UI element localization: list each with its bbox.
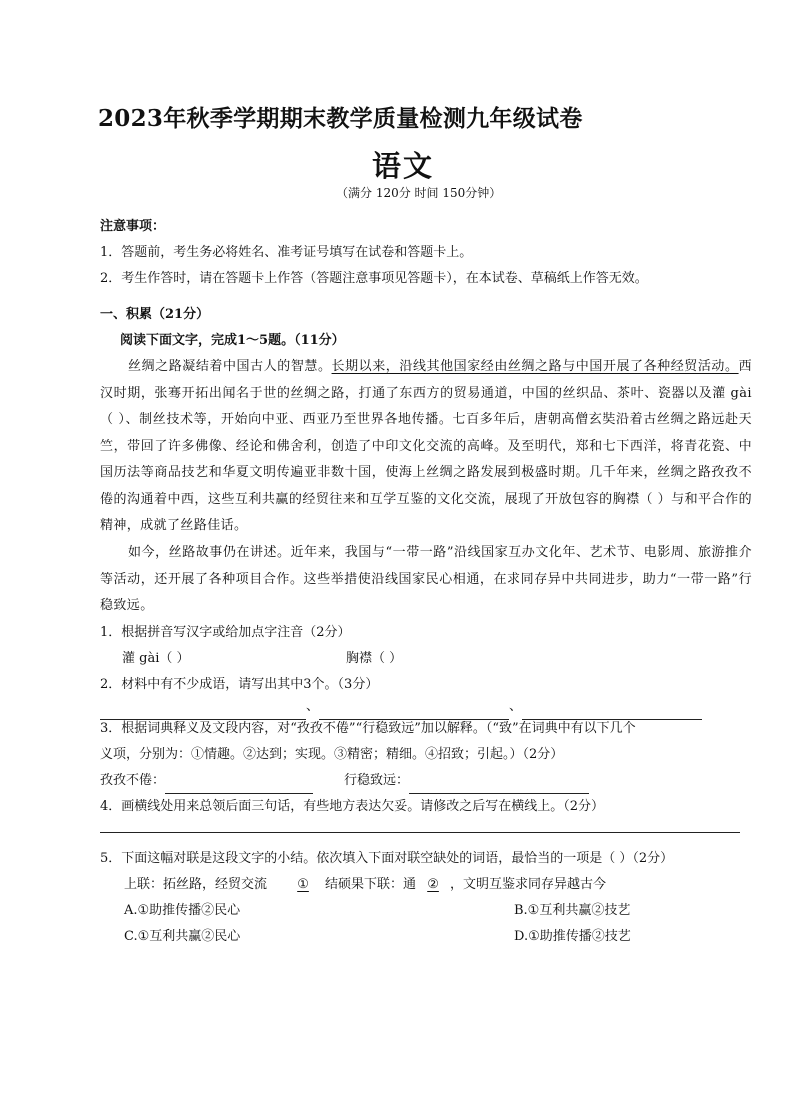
option-b[interactable]: B.①互利共赢②技艺 [514,903,631,918]
answer-label: 孜孜不倦： [100,773,166,788]
subject-title: 语文 [372,149,435,183]
question-1: 1．根据拼音写汉字或给加点字注音（2分） [100,625,351,640]
question-1-item-b: 胸襟（ ） [346,651,403,666]
question-3-line-1: 3．根据词典释义及文段内容，对“孜孜不倦”“行稳致远”加以解释。（“致”在词典中有以下几个 [100,721,636,736]
separator: 、 [306,699,320,714]
passage-paragraph-1 [100,354,752,540]
option-d[interactable]: D.①助推传播②技艺 [514,929,631,944]
answer-blank[interactable] [165,779,313,794]
question-4: 4．画横线处用来总领后面三句话，有些地方表达欠妥。请修改之后写在横线上。（2分） [100,799,605,814]
exam-title: 2023年秋季学期期末教学质量检测九年级试卷 [98,105,583,132]
answer-blank[interactable] [409,779,589,794]
passage-paragraph-2: 如今，丝路故事仍在讲述。近年来，我国与“一带一路”沿线国家互办文化年、艺术节、电影周、旅游推介等活动，还开展了各种项目合作。这些举措使沿线国家民心相通，在求同存异中共同进步，助力“一带一路”行稳致远。 [100,545,752,613]
couplet-text: 上联：拓丝路，经贸交流 [124,877,268,892]
question-5: 5．下面这幅对联是这段文字的小结。依次填入下面对联空缺处的词语，最恰当的一项是（ ）（2分） [100,851,674,866]
notice-item-1: 1．答题前，考生务必将姓名、准考证号填写在试卷和答题卡上。 [100,245,473,260]
couplet [124,872,606,898]
question-4-answer-line[interactable] [100,832,740,833]
question-2: 2．材料中有不少成语，请写出其中3个。（3分） [100,677,379,692]
question-3-line-2: 义项，分别为：①情趣。②达到；实现。③精密；精细。④招致；引起。）（2分） [100,747,564,762]
separator: 、 [509,699,523,714]
couplet-text: ，文明互鉴求同存异越古今 [450,877,607,892]
reading-instruction: 阅读下面文字，完成1～5题。（11分） [120,333,345,348]
question-1-item-a: 灌 gài（ ） [122,651,190,666]
passage-text: 丝绸之路凝结着中国古人的智慧。 [128,359,332,374]
couplet-blank-2[interactable]: ② [427,877,439,892]
option-c[interactable]: C.①互利共赢②民心 [124,929,241,944]
underlined-sentence: 长期以来，沿线其他国家经由丝绸之路与中国开展了各种经贸活动。 [331,359,739,374]
notice-heading: 注意事项： [100,219,166,234]
couplet-text: 结硕果下联：通 [325,877,417,892]
notice-item-2: 2．考生作答时，请在答题卡上作答（答题注意事项见答题卡），在本试卷、草稿纸上作答无效。 [100,271,648,286]
passage-text: 西汉时期，张骞开拓出闻名于世的丝绸之路，打通了东西方的贸易通道，中国的丝织品、茶叶、瓷器以及灌 gài（ ）、制丝技术等，开始向中亚、西亚乃至世界各地传播。七百多年后，唐朝高僧玄奘沿着古丝绸之路远赴天竺，带回了许多佛像、经论和佛舍利，创造了中印文化交流的高峰。及至明代，郑和七下西洋，将青花瓷、中国历法等商品技艺和华夏文明传遍亚非数十国，使海上丝绸之路发展到极盛时期。几千年来，丝绸之路孜孜不倦的沟通着中西，这些互利共赢的经贸往来和互学互鉴的文化交流，展现了开放包容的胸襟（ ）与和平合作的精神，成就了丝路佳话。 [100,359,752,533]
couplet-blank-1[interactable]: ① [297,877,309,892]
option-a[interactable]: A.①助推传播②民心 [124,903,241,918]
question-3-answer-b[interactable] [344,768,589,794]
exam-info: （满分 120分 时间 150分钟） [336,186,502,200]
question-3-answer-a[interactable] [100,768,313,794]
section-heading: 一、积累（21分） [100,307,210,322]
answer-label: 行稳致远： [344,773,410,788]
